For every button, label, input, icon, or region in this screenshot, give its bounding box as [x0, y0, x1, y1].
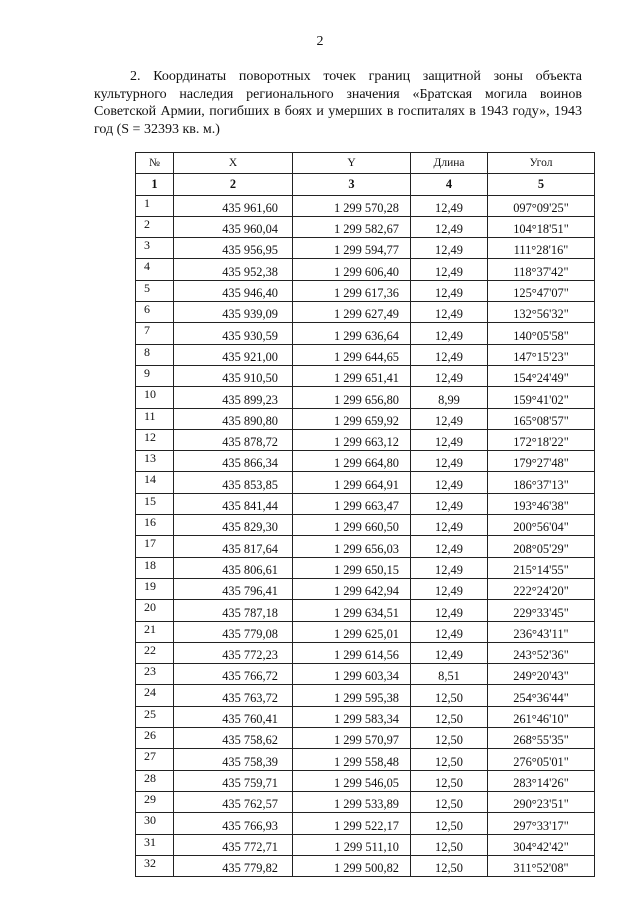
point-number-cell: 30: [136, 813, 174, 834]
table-body: [136, 195, 595, 877]
length-cell: 12,49: [411, 195, 488, 216]
column-number: 1: [136, 174, 174, 195]
x-coordinate-cell: 435 759,71: [174, 770, 293, 791]
x-coordinate-cell: 435 760,41: [174, 706, 293, 727]
length-cell: 12,50: [411, 834, 488, 855]
header-number: №: [136, 153, 174, 174]
length-cell: 12,49: [411, 600, 488, 621]
length-cell: 12,49: [411, 238, 488, 259]
y-coordinate-cell: 1 299 558,48: [293, 749, 411, 770]
angle-cell: 290°23'51": [488, 791, 595, 812]
point-number-cell: 8: [136, 344, 174, 365]
length-cell: 12,49: [411, 621, 488, 642]
table-row: [136, 664, 595, 685]
table-row: [136, 791, 595, 812]
table-row: [136, 515, 595, 536]
table-row: [136, 557, 595, 578]
x-coordinate-cell: 435 772,23: [174, 642, 293, 663]
column-number: 2: [174, 174, 293, 195]
y-coordinate-cell: 1 299 614,56: [293, 642, 411, 663]
length-cell: 12,50: [411, 855, 488, 876]
table-row: [136, 259, 595, 280]
length-cell: 12,49: [411, 323, 488, 344]
column-number: 3: [293, 174, 411, 195]
length-cell: 12,50: [411, 728, 488, 749]
table-row: [136, 749, 595, 770]
length-cell: 12,49: [411, 429, 488, 450]
point-number-cell: 3: [136, 238, 174, 259]
y-coordinate-cell: 1 299 663,12: [293, 429, 411, 450]
length-cell: 12,49: [411, 493, 488, 514]
table-row: [136, 834, 595, 855]
point-number-cell: 7: [136, 323, 174, 344]
y-coordinate-cell: 1 299 660,50: [293, 515, 411, 536]
angle-cell: 179°27'48": [488, 451, 595, 472]
table-row: [136, 536, 595, 557]
x-coordinate-cell: 435 921,00: [174, 344, 293, 365]
angle-cell: 132°56'32": [488, 302, 595, 323]
header-angle: Угол: [488, 153, 595, 174]
point-number-cell: 27: [136, 749, 174, 770]
angle-cell: 276°05'01": [488, 749, 595, 770]
y-coordinate-cell: 1 299 570,97: [293, 728, 411, 749]
angle-cell: 186°37'13": [488, 472, 595, 493]
angle-cell: 215°14'55": [488, 557, 595, 578]
angle-cell: 222°24'20": [488, 578, 595, 599]
length-cell: 12,49: [411, 259, 488, 280]
length-cell: 12,49: [411, 557, 488, 578]
length-cell: 12,49: [411, 515, 488, 536]
x-coordinate-cell: 435 890,80: [174, 408, 293, 429]
x-coordinate-cell: 435 772,71: [174, 834, 293, 855]
x-coordinate-cell: 435 766,72: [174, 664, 293, 685]
x-coordinate-cell: 435 899,23: [174, 387, 293, 408]
point-number-cell: 2: [136, 216, 174, 237]
length-cell: 12,49: [411, 216, 488, 237]
x-coordinate-cell: 435 758,62: [174, 728, 293, 749]
angle-cell: 125°47'07": [488, 280, 595, 301]
y-coordinate-cell: 1 299 656,03: [293, 536, 411, 557]
length-cell: 12,50: [411, 749, 488, 770]
table-row: [136, 216, 595, 237]
x-coordinate-cell: 435 956,95: [174, 238, 293, 259]
point-number-cell: 13: [136, 451, 174, 472]
x-coordinate-cell: 435 939,09: [174, 302, 293, 323]
length-cell: 12,49: [411, 344, 488, 365]
x-coordinate-cell: 435 762,57: [174, 791, 293, 812]
y-coordinate-cell: 1 299 500,82: [293, 855, 411, 876]
angle-cell: 154°24'49": [488, 365, 595, 386]
table-row: [136, 493, 595, 514]
y-coordinate-cell: 1 299 634,51: [293, 600, 411, 621]
table-row: [136, 195, 595, 216]
x-coordinate-cell: 435 779,08: [174, 621, 293, 642]
y-coordinate-cell: 1 299 642,94: [293, 578, 411, 599]
x-coordinate-cell: 435 758,39: [174, 749, 293, 770]
x-coordinate-cell: 435 878,72: [174, 429, 293, 450]
x-coordinate-cell: 435 841,44: [174, 493, 293, 514]
table-row: [136, 323, 595, 344]
x-coordinate-cell: 435 960,04: [174, 216, 293, 237]
point-number-cell: 4: [136, 259, 174, 280]
header-length: Длина: [411, 153, 488, 174]
length-cell: 12,50: [411, 685, 488, 706]
table-header-row: [136, 153, 595, 174]
y-coordinate-cell: 1 299 650,15: [293, 557, 411, 578]
table-row: [136, 408, 595, 429]
point-number-cell: 25: [136, 706, 174, 727]
angle-cell: 172°18'22": [488, 429, 595, 450]
table-row: [136, 302, 595, 323]
point-number-cell: 24: [136, 685, 174, 706]
point-number-cell: 31: [136, 834, 174, 855]
table-row: [136, 728, 595, 749]
y-coordinate-cell: 1 299 511,10: [293, 834, 411, 855]
length-cell: 12,49: [411, 642, 488, 663]
coordinates-table: [135, 152, 595, 877]
y-coordinate-cell: 1 299 636,64: [293, 323, 411, 344]
y-coordinate-cell: 1 299 627,49: [293, 302, 411, 323]
table-row: [136, 429, 595, 450]
x-coordinate-cell: 435 946,40: [174, 280, 293, 301]
y-coordinate-cell: 1 299 617,36: [293, 280, 411, 301]
angle-cell: 254°36'44": [488, 685, 595, 706]
y-coordinate-cell: 1 299 606,40: [293, 259, 411, 280]
table-row: [136, 600, 595, 621]
point-number-cell: 22: [136, 642, 174, 663]
point-number-cell: 28: [136, 770, 174, 791]
y-coordinate-cell: 1 299 570,28: [293, 195, 411, 216]
angle-cell: 104°18'51": [488, 216, 595, 237]
table-row: [136, 813, 595, 834]
x-coordinate-cell: 435 779,82: [174, 855, 293, 876]
length-cell: 12,49: [411, 365, 488, 386]
point-number-cell: 32: [136, 855, 174, 876]
length-cell: 8,51: [411, 664, 488, 685]
x-coordinate-cell: 435 952,38: [174, 259, 293, 280]
point-number-cell: 16: [136, 515, 174, 536]
point-number-cell: 17: [136, 536, 174, 557]
x-coordinate-cell: 435 910,50: [174, 365, 293, 386]
section-heading: 2. Координаты поворотных точек границ защитной зоны объекта культурного наследия регионального значения «Братская могила воинов Советской Армии, погибших в боях и умерших в госпиталях в 1943 году», 1943 год (S = 32393 кв. м.): [94, 69, 582, 137]
y-coordinate-cell: 1 299 659,92: [293, 408, 411, 429]
table-row: [136, 578, 595, 599]
x-coordinate-cell: 435 930,59: [174, 323, 293, 344]
table-row: [136, 621, 595, 642]
angle-cell: 268°55'35": [488, 728, 595, 749]
point-number-cell: 15: [136, 493, 174, 514]
angle-cell: 311°52'08": [488, 855, 595, 876]
angle-cell: 229°33'45": [488, 600, 595, 621]
length-cell: 12,49: [411, 408, 488, 429]
angle-cell: 111°28'16": [488, 238, 595, 259]
table-row: [136, 770, 595, 791]
angle-cell: 159°41'02": [488, 387, 595, 408]
point-number-cell: 6: [136, 302, 174, 323]
length-cell: 12,50: [411, 791, 488, 812]
table-row: [136, 280, 595, 301]
length-cell: 12,50: [411, 813, 488, 834]
point-number-cell: 1: [136, 195, 174, 216]
y-coordinate-cell: 1 299 644,65: [293, 344, 411, 365]
y-coordinate-cell: 1 299 664,91: [293, 472, 411, 493]
y-coordinate-cell: 1 299 656,80: [293, 387, 411, 408]
point-number-cell: 10: [136, 387, 174, 408]
column-number: 4: [411, 174, 488, 195]
angle-cell: 147°15'23": [488, 344, 595, 365]
length-cell: 12,49: [411, 536, 488, 557]
page-number: 2: [316, 34, 324, 49]
length-cell: 12,49: [411, 578, 488, 599]
table-row: [136, 685, 595, 706]
angle-cell: 297°33'17": [488, 813, 595, 834]
point-number-cell: 29: [136, 791, 174, 812]
angle-cell: 236°43'11": [488, 621, 595, 642]
angle-cell: 283°14'26": [488, 770, 595, 791]
header-x: X: [174, 153, 293, 174]
column-number-row: [136, 174, 595, 195]
table-row: [136, 706, 595, 727]
length-cell: 12,50: [411, 706, 488, 727]
table-row: [136, 387, 595, 408]
y-coordinate-cell: 1 299 582,67: [293, 216, 411, 237]
length-cell: 12,49: [411, 451, 488, 472]
table-row: [136, 855, 595, 876]
x-coordinate-cell: 435 763,72: [174, 685, 293, 706]
angle-cell: 261°46'10": [488, 706, 595, 727]
table-row: [136, 472, 595, 493]
x-coordinate-cell: 435 806,61: [174, 557, 293, 578]
length-cell: 12,49: [411, 302, 488, 323]
x-coordinate-cell: 435 829,30: [174, 515, 293, 536]
point-number-cell: 12: [136, 429, 174, 450]
table-row: [136, 642, 595, 663]
point-number-cell: 26: [136, 728, 174, 749]
angle-cell: 249°20'43": [488, 664, 595, 685]
angle-cell: 165°08'57": [488, 408, 595, 429]
y-coordinate-cell: 1 299 533,89: [293, 791, 411, 812]
point-number-cell: 11: [136, 408, 174, 429]
y-coordinate-cell: 1 299 603,34: [293, 664, 411, 685]
y-coordinate-cell: 1 299 546,05: [293, 770, 411, 791]
y-coordinate-cell: 1 299 583,34: [293, 706, 411, 727]
point-number-cell: 5: [136, 280, 174, 301]
y-coordinate-cell: 1 299 663,47: [293, 493, 411, 514]
table-row: [136, 451, 595, 472]
table-row: [136, 365, 595, 386]
point-number-cell: 9: [136, 365, 174, 386]
x-coordinate-cell: 435 961,60: [174, 195, 293, 216]
x-coordinate-cell: 435 796,41: [174, 578, 293, 599]
angle-cell: 243°52'36": [488, 642, 595, 663]
x-coordinate-cell: 435 866,34: [174, 451, 293, 472]
angle-cell: 140°05'58": [488, 323, 595, 344]
length-cell: 12,49: [411, 472, 488, 493]
x-coordinate-cell: 435 766,93: [174, 813, 293, 834]
point-number-cell: 23: [136, 664, 174, 685]
table-row: [136, 238, 595, 259]
point-number-cell: 14: [136, 472, 174, 493]
table-row: [136, 344, 595, 365]
y-coordinate-cell: 1 299 595,38: [293, 685, 411, 706]
angle-cell: 304°42'42": [488, 834, 595, 855]
length-cell: 12,50: [411, 770, 488, 791]
x-coordinate-cell: 435 817,64: [174, 536, 293, 557]
x-coordinate-cell: 435 787,18: [174, 600, 293, 621]
angle-cell: 193°46'38": [488, 493, 595, 514]
y-coordinate-cell: 1 299 664,80: [293, 451, 411, 472]
y-coordinate-cell: 1 299 651,41: [293, 365, 411, 386]
point-number-cell: 20: [136, 600, 174, 621]
length-cell: 12,49: [411, 280, 488, 301]
y-coordinate-cell: 1 299 594,77: [293, 238, 411, 259]
angle-cell: 208°05'29": [488, 536, 595, 557]
header-y: Y: [293, 153, 411, 174]
length-cell: 8,99: [411, 387, 488, 408]
angle-cell: 097°09'25": [488, 195, 595, 216]
x-coordinate-cell: 435 853,85: [174, 472, 293, 493]
angle-cell: 200°56'04": [488, 515, 595, 536]
point-number-cell: 19: [136, 578, 174, 599]
point-number-cell: 18: [136, 557, 174, 578]
column-number: 5: [488, 174, 595, 195]
y-coordinate-cell: 1 299 625,01: [293, 621, 411, 642]
y-coordinate-cell: 1 299 522,17: [293, 813, 411, 834]
point-number-cell: 21: [136, 621, 174, 642]
angle-cell: 118°37'42": [488, 259, 595, 280]
